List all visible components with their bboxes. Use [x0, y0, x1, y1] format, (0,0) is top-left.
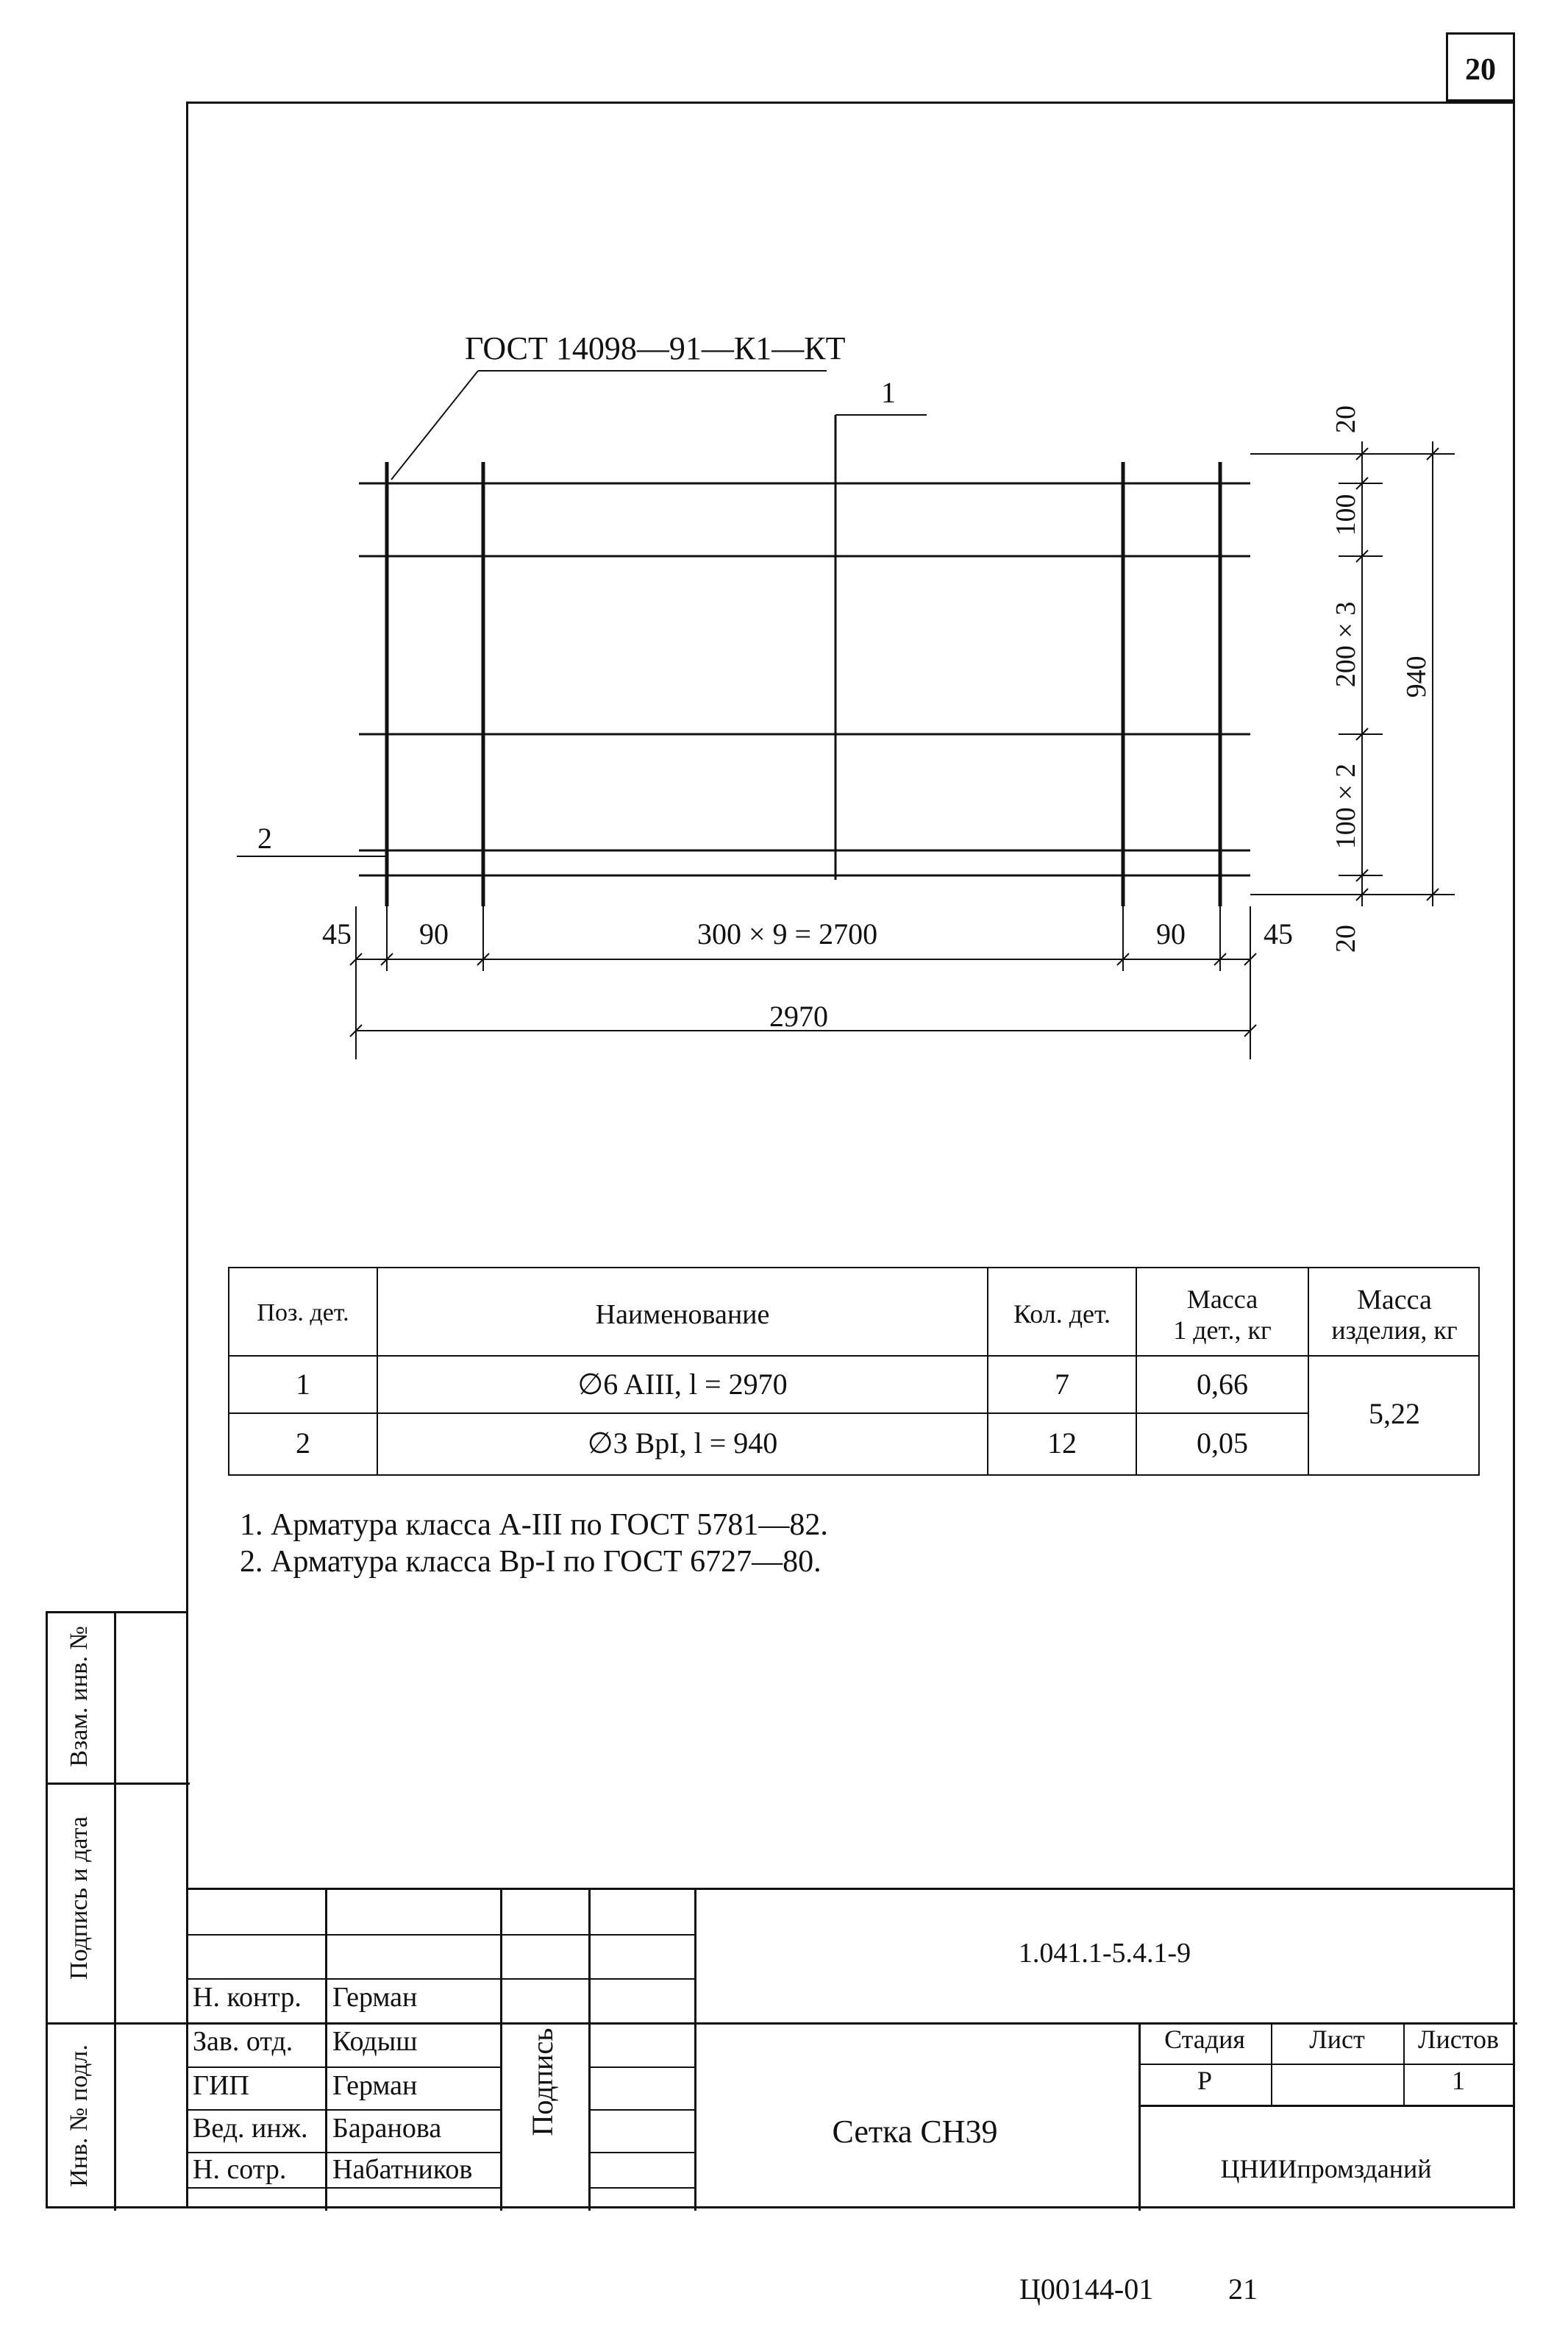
role-2: ГИП: [193, 2070, 249, 2101]
name-4: Набатников: [332, 2154, 473, 2185]
header-qty: Кол. дет.: [1013, 1299, 1111, 1329]
row1-mass: 0,66: [1197, 1368, 1248, 1401]
stage-value: Р: [1197, 2066, 1213, 2095]
row1-pos: 1: [296, 1368, 310, 1401]
name-3: Баранова: [332, 2113, 442, 2144]
dim-200x3: 200 × 3: [1330, 601, 1361, 688]
dim-100x2: 100 × 2: [1330, 763, 1361, 850]
callout-leader: [391, 371, 478, 480]
sheet-title: Сетка СН39: [832, 2114, 998, 2150]
row1-qty: 7: [1055, 1368, 1069, 1401]
footer-page: 21: [1228, 2272, 1258, 2306]
position-1-label: 1: [881, 376, 896, 409]
header-mass1-l2: 1 дет., кг: [1173, 1315, 1272, 1345]
side-podpis-data: Подпись и дата: [65, 1816, 93, 1980]
dim-940: 940: [1401, 655, 1432, 698]
stage-label: Стадия: [1164, 2025, 1245, 2054]
page-number: 20: [1465, 53, 1496, 87]
sheets-label: Листов: [1418, 2025, 1499, 2054]
signature-label: Подпись: [526, 2027, 559, 2136]
side-inv-podl: Инв. № подл.: [65, 2044, 93, 2187]
dim-45-left: 45: [322, 917, 352, 950]
sheet-label: Лист: [1309, 2025, 1365, 2054]
sheets-value: 1: [1452, 2066, 1465, 2095]
dim-main: 300 × 9 = 2700: [697, 917, 878, 950]
side-vzam: Взам. инв. №: [65, 1626, 93, 1767]
gost-callout: ГОСТ 14098—91—К1—КТ: [465, 330, 846, 366]
row2-mass: 0,05: [1197, 1426, 1248, 1460]
dim-20-top: 20: [1330, 405, 1361, 433]
header-name: Наименование: [595, 1299, 770, 1330]
header-pos: Поз. дет.: [257, 1299, 349, 1326]
position-2-label: 2: [257, 822, 272, 855]
row2-name: ∅3 BpI, l = 940: [587, 1426, 778, 1460]
name-0: Герман: [332, 1982, 418, 2013]
total-mass: 5,22: [1369, 1397, 1420, 1430]
note-1: 1. Арматура класса А-III по ГОСТ 5781—82.: [240, 1508, 828, 1542]
row2-qty: 12: [1047, 1426, 1077, 1460]
doc-code: 1.041.1-5.4.1-9: [1018, 1938, 1191, 1969]
header-mass-total-l1: Масса: [1357, 1284, 1432, 1315]
name-1: Кодыш: [332, 2026, 418, 2057]
dim-90-right: 90: [1156, 917, 1186, 950]
dim-45-right: 45: [1264, 917, 1293, 950]
dim-100: 100: [1330, 494, 1361, 536]
role-4: Н. сотр.: [193, 2154, 287, 2185]
role-0: Н. контр.: [193, 1982, 302, 2013]
dim-20-bottom: 20: [1330, 925, 1361, 953]
organization: ЦНИИпромзданий: [1220, 2154, 1432, 2183]
name-2: Герман: [332, 2070, 418, 2101]
header-mass1-l1: Масса: [1186, 1284, 1258, 1314]
footer-code: Ц00144-01: [1019, 2272, 1154, 2306]
note-2: 2. Арматура класса Вр-I по ГОСТ 6727—80.: [240, 1545, 822, 1579]
spec-table: [228, 1267, 1480, 1476]
dim-total: 2970: [769, 1000, 828, 1033]
role-1: Зав. отд.: [193, 2026, 293, 2057]
dim-90-left: 90: [419, 917, 449, 950]
row1-name: ∅6 AIII, l = 2970: [577, 1368, 788, 1401]
role-3: Вед. инж.: [193, 2113, 308, 2144]
row2-pos: 2: [296, 1426, 310, 1460]
header-mass-total-l2: изделия, кг: [1331, 1315, 1458, 1345]
